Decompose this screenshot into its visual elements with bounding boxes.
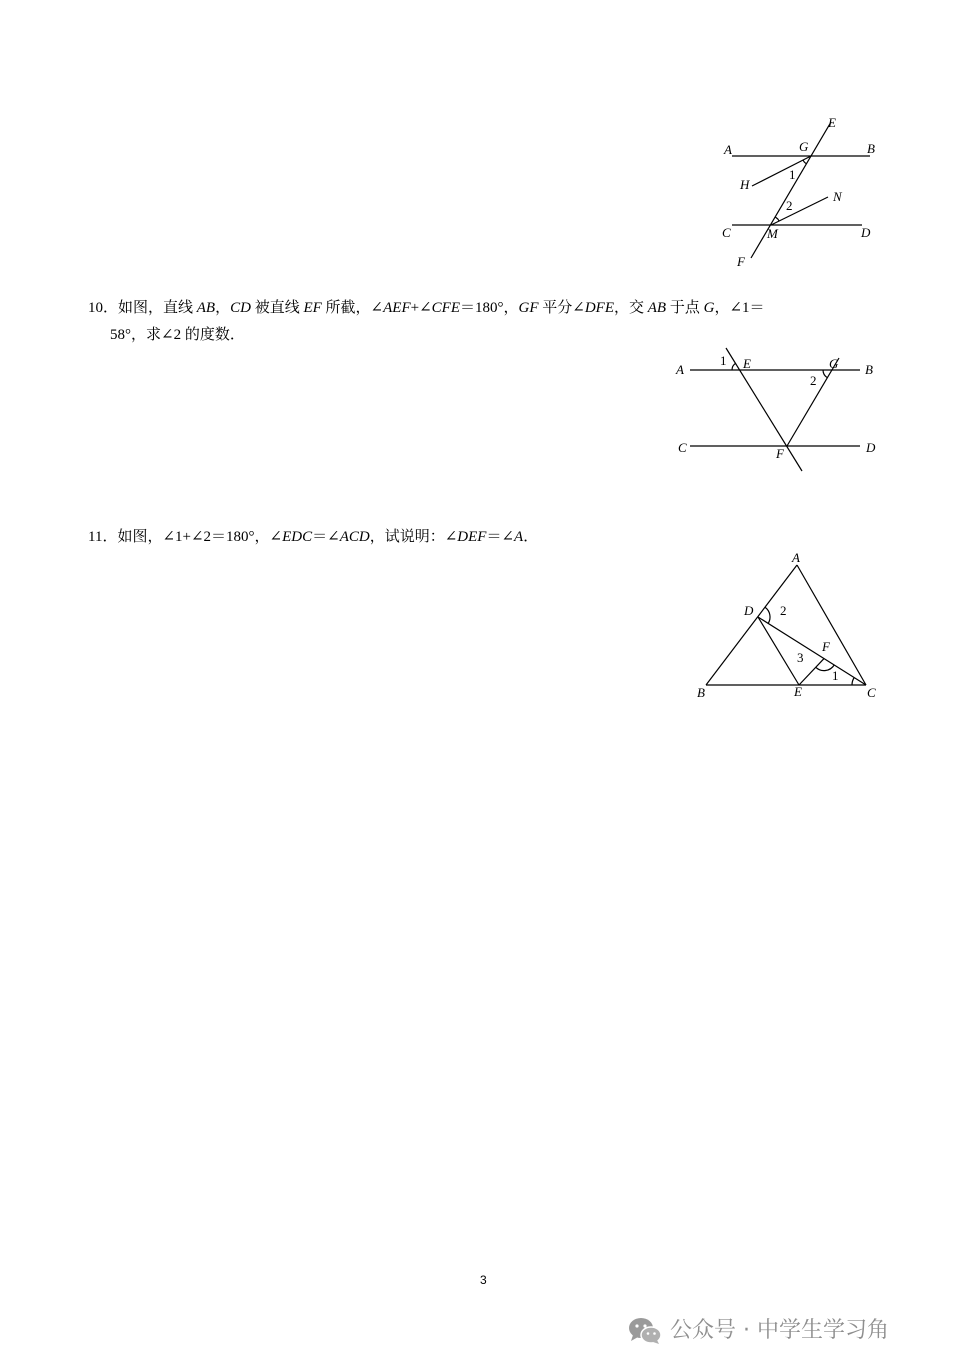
- label-d: D: [861, 225, 871, 240]
- line-gf: [787, 358, 839, 446]
- angle-2-arc: [823, 370, 827, 378]
- problem-10-text: 58°，求∠2 的度数．: [110, 327, 245, 343]
- problem-10-text: 于点: [666, 300, 704, 316]
- label-c: C: [867, 685, 876, 700]
- problem-10-text: 平分∠: [538, 300, 585, 316]
- label-h: H: [740, 177, 750, 192]
- problem-10-text: +∠: [410, 300, 432, 316]
- label-angle-1: 1: [789, 167, 796, 182]
- label-g: G: [829, 356, 839, 371]
- problem-10-var: AB: [196, 300, 216, 316]
- problem-11-text: ＝∠: [312, 529, 340, 545]
- problem-10-var: AB: [647, 300, 667, 316]
- label-m: M: [767, 226, 778, 241]
- figure-triangle-abc: [690, 548, 885, 708]
- label-c: C: [678, 440, 687, 455]
- angle-2-arc: [765, 607, 770, 623]
- problem-11-text: ，试说明：∠: [369, 529, 458, 545]
- label-b: B: [867, 141, 875, 156]
- problem-10-var: GF: [518, 300, 539, 316]
- label-e: E: [794, 684, 802, 699]
- label-e: E: [743, 356, 751, 371]
- problem-11-text: ＝∠: [486, 529, 515, 545]
- segment-dc: [758, 617, 866, 685]
- problem-10-text: ，交: [614, 300, 648, 316]
- line-ef: [751, 122, 831, 258]
- problem-11-var: EDC: [282, 529, 313, 545]
- label-angle-2: 2: [810, 373, 817, 388]
- angle-2-arc: [776, 217, 780, 221]
- segment-de: [758, 617, 799, 685]
- ray-mn: [771, 197, 828, 225]
- label-f: F: [737, 254, 745, 269]
- problem-10-line-2: [110, 325, 245, 345]
- problem-10-var: CFE: [431, 300, 460, 316]
- problem-10-line-1: [88, 298, 765, 318]
- label-a: A: [724, 142, 732, 157]
- wechat-icon: [628, 1317, 662, 1345]
- label-a: A: [676, 362, 684, 377]
- label-angle-2: 2: [786, 198, 793, 213]
- angle-1-arc: [732, 363, 736, 370]
- figure-transversal-ef-gf: [670, 340, 882, 480]
- problem-11-text: 11．如图，∠1+∠2＝180°，∠: [88, 529, 283, 545]
- label-a: A: [792, 550, 800, 565]
- problem-11-var: ACD: [339, 529, 370, 545]
- problem-10-text: 10．如图，直线: [88, 300, 197, 316]
- label-d: D: [866, 440, 876, 455]
- problem-11-var: DEF: [457, 529, 487, 545]
- problem-10-var: G: [703, 300, 715, 316]
- problem-10-text: ，∠1＝: [714, 300, 765, 316]
- label-c: C: [722, 225, 731, 240]
- label-d: D: [744, 603, 754, 618]
- problem-10-var: EF: [303, 300, 322, 316]
- watermark: [628, 1316, 889, 1346]
- page-number: 3: [480, 1273, 487, 1287]
- problem-11-var: A: [514, 529, 524, 545]
- problem-10-text: ＝180°，: [460, 300, 519, 316]
- angle-1-arc: [803, 160, 806, 164]
- problem-10-text: ，: [215, 300, 231, 316]
- watermark-text: 公众号 · 中学生学习角: [670, 1318, 889, 1343]
- label-angle-2: 2: [780, 603, 787, 618]
- label-g: G: [799, 139, 809, 154]
- line-ef: [726, 348, 802, 471]
- label-e: E: [828, 115, 836, 130]
- problem-10-text: 被直线: [250, 300, 304, 316]
- figure-parallel-lines-gh-mn: [715, 112, 885, 272]
- side-ab: [706, 565, 797, 685]
- label-f: F: [776, 446, 784, 461]
- problem-10-text: 所截，∠: [321, 300, 384, 316]
- label-angle-3: 3: [797, 650, 804, 665]
- label-f: F: [822, 639, 830, 654]
- problem-10-var: DFE: [584, 300, 614, 316]
- problem-10-var: CD: [230, 300, 251, 316]
- label-n: N: [833, 189, 842, 204]
- label-angle-1: 1: [832, 668, 839, 683]
- angle-1-arc: [852, 678, 854, 686]
- problem-11-text: ．: [523, 529, 539, 545]
- label-b: B: [865, 362, 873, 377]
- label-angle-1: 1: [720, 353, 727, 368]
- side-ca: [797, 565, 866, 685]
- label-b: B: [697, 685, 705, 700]
- problem-11-line-1: [88, 527, 538, 547]
- problem-10-var: AEF: [383, 300, 411, 316]
